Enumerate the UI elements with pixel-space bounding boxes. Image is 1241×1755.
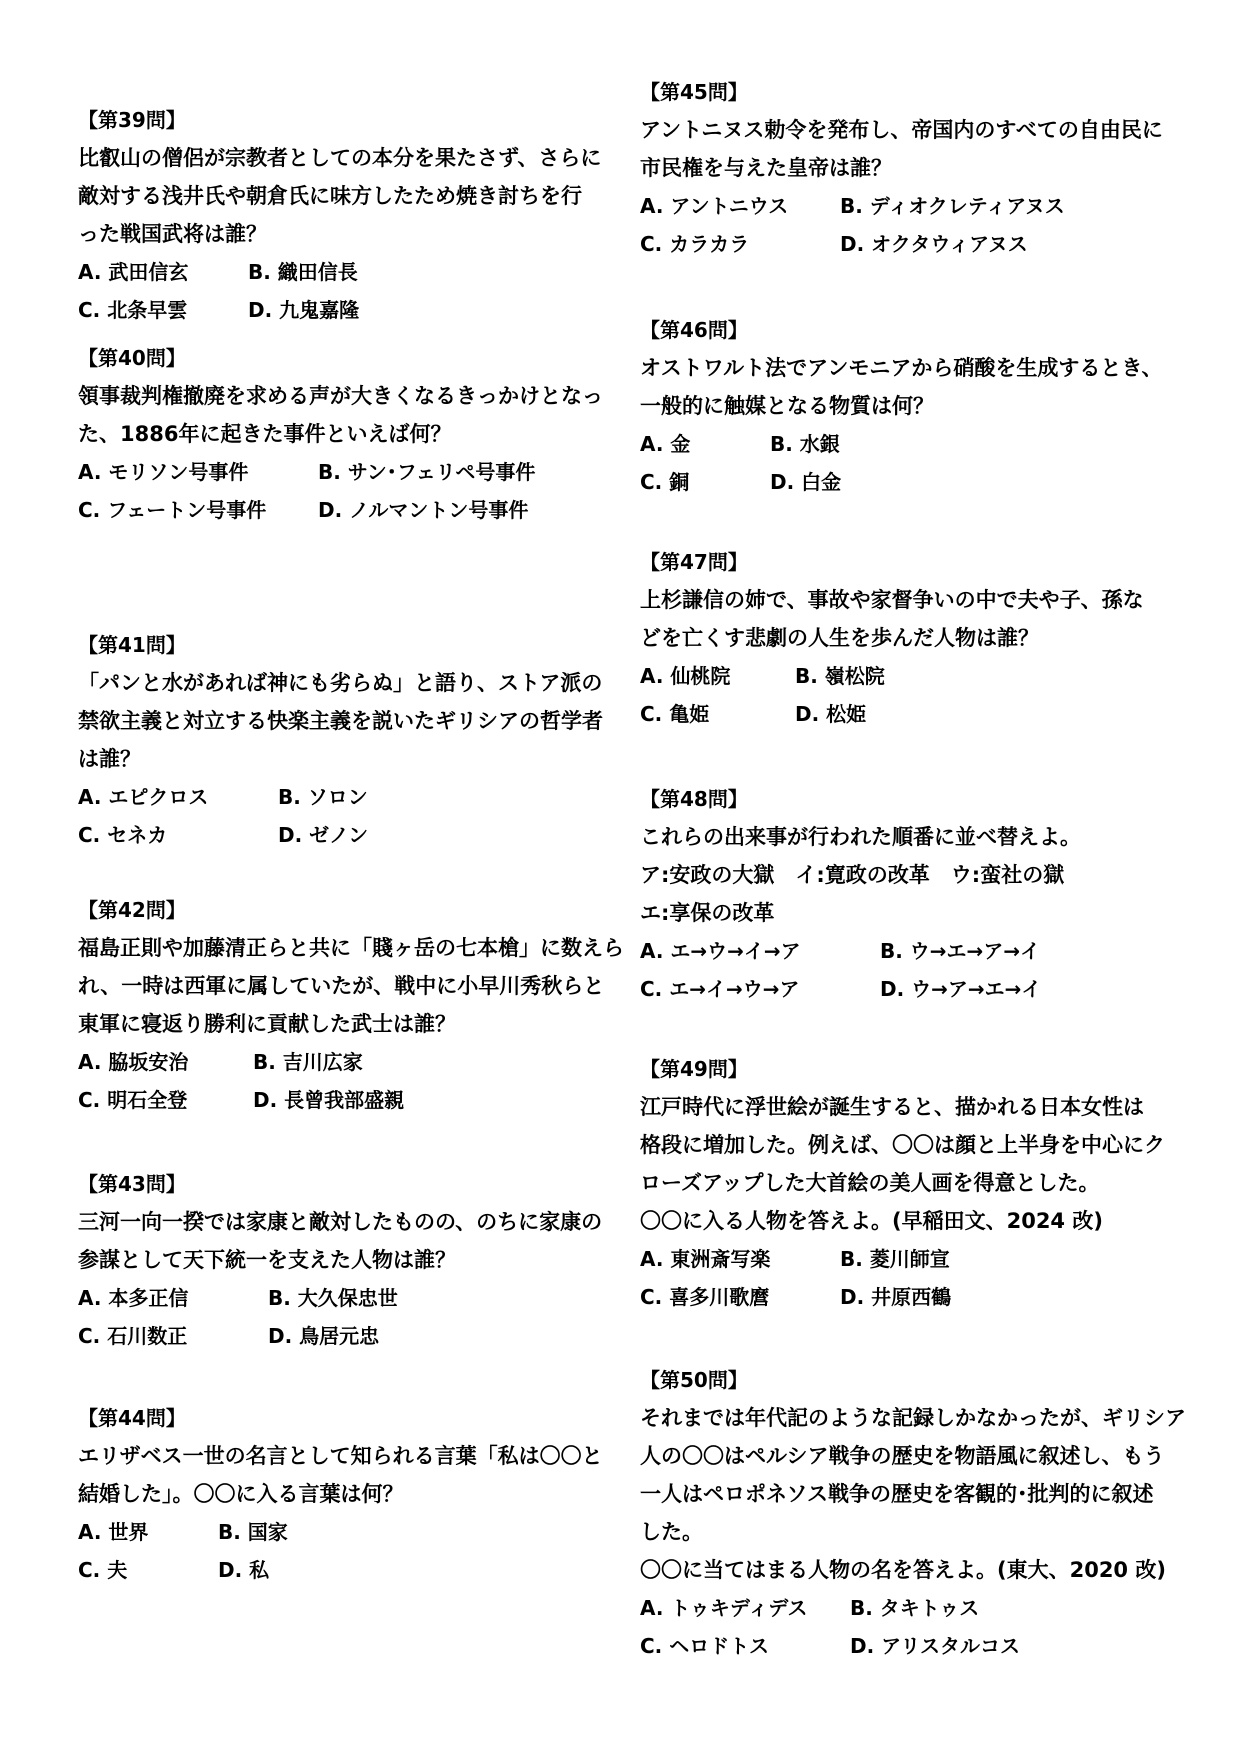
question-text-line: 人の〇〇はペルシア戦争の歴史を物語風に叙述し、もう xyxy=(640,1444,1165,1468)
answer-options xyxy=(640,1240,1180,1316)
question-text-line: 〇〇に入る人物を答えよ。(早稲田文、2024 改) xyxy=(640,1209,1103,1233)
question-text-line: ア:安政の大獄 イ:寛政の改革 ウ:蛮社の獄 xyxy=(640,863,1065,887)
question-text-line: アントニヌス勅令を発布し、帝国内のすべての自由民に xyxy=(640,118,1163,142)
question-text-line: 敵対する浅井氏や朝倉氏に味方したため焼き討ちを行 xyxy=(78,184,582,208)
option-d: D. 私 xyxy=(218,1558,270,1582)
option-c: C. 喜多川歌麿 xyxy=(640,1285,770,1309)
question-47 xyxy=(640,550,1180,733)
option-b: B. 吉川広家 xyxy=(253,1050,363,1074)
answer-options xyxy=(640,425,1180,501)
answer-options xyxy=(78,778,618,854)
question-text-line: ローズアップした大首絵の美人画を得意とした。 xyxy=(640,1171,1100,1195)
option-a: A. トゥキディデス xyxy=(640,1596,808,1620)
question-text-line: これらの出来事が行われた順番に並べ替えよ。 xyxy=(640,825,1081,849)
question-44 xyxy=(78,1406,618,1589)
question-text xyxy=(640,1088,1180,1240)
question-text xyxy=(78,1203,618,1279)
option-d: D. ゼノン xyxy=(278,823,369,847)
option-b: B. 嶺松院 xyxy=(795,664,885,688)
option-d: D. ノルマントン号事件 xyxy=(318,498,529,522)
question-49 xyxy=(640,1057,1180,1316)
option-d: D. オクタウィアヌス xyxy=(840,232,1028,256)
question-text-line: 結婚した」。〇〇に入る言葉は何？ xyxy=(78,1482,404,1506)
option-d: D. 白金 xyxy=(770,470,842,494)
option-a: A. 脇坂安治 xyxy=(78,1050,189,1074)
question-text xyxy=(78,377,618,453)
question-text-line: 東軍に寝返り勝利に貢献した武士は誰？ xyxy=(78,1012,456,1036)
question-number: 【第43問】 xyxy=(78,1172,186,1196)
question-text-line: どを亡くす悲劇の人生を歩んだ人物は誰？ xyxy=(640,626,1039,650)
question-text xyxy=(640,1399,1186,1589)
question-text-line: 領事裁判権撤廃を求める声が大きくなるきっかけとなっ xyxy=(78,384,603,408)
question-text-line: 市民権を与えた皇帝は誰？ xyxy=(640,156,892,180)
option-c: C. 明石全登 xyxy=(78,1088,188,1112)
answer-options xyxy=(640,187,1180,263)
option-a: A. 金 xyxy=(640,432,691,456)
answer-options xyxy=(78,1043,618,1119)
option-a: A. 東洲斎写楽 xyxy=(640,1247,771,1271)
option-a: A. 武田信玄 xyxy=(78,260,189,284)
question-text xyxy=(78,139,618,253)
question-text-line: 「パンと水があれば神にも劣らぬ」と語り、ストア派の xyxy=(78,671,603,695)
question-text-line: 福島正則や加藤清正らと共に「賤ヶ岳の七本槍」に数えら xyxy=(78,936,624,960)
option-b: B. タキトゥス xyxy=(850,1596,980,1620)
question-text-line: は誰？ xyxy=(78,747,141,771)
question-text-line: 三河一向一揆では家康と敵対したものの、のちに家康の xyxy=(78,1210,603,1234)
option-a: A. 本多正信 xyxy=(78,1286,189,1310)
option-c: C. エ→イ→ウ→ア xyxy=(640,977,800,1001)
option-c: C. 夫 xyxy=(78,1558,128,1582)
option-b: B. ウ→エ→ア→イ xyxy=(880,939,1041,963)
option-d: D. 長曾我部盛親 xyxy=(253,1088,405,1112)
option-b: B. サン･フェリペ号事件 xyxy=(318,460,536,484)
question-text-line: それまでは年代記のような記録しかなかったが、ギリシア xyxy=(640,1406,1186,1430)
question-text-line: 参謀として天下統一を支えた人物は誰？ xyxy=(78,1248,456,1272)
question-text xyxy=(78,664,618,778)
option-a: A. モリソン号事件 xyxy=(78,460,249,484)
question-number: 【第42問】 xyxy=(78,898,186,922)
answer-options xyxy=(640,932,1180,1008)
option-c: C. ヘロドトス xyxy=(640,1634,770,1658)
question-text-line: 〇〇に当てはまる人物の名を答えよ。(東大、2020 改) xyxy=(640,1558,1166,1582)
question-text-line: 一人はペロポネソス戦争の歴史を客観的･批判的に叙述 xyxy=(640,1482,1154,1506)
question-text-line: オストワルト法でアンモニアから硝酸を生成するとき、 xyxy=(640,356,1163,380)
option-d: D. 鳥居元忠 xyxy=(268,1324,380,1348)
option-d: D. ウ→ア→エ→イ xyxy=(880,977,1042,1001)
question-text-line: 格段に増加した。例えば、〇〇は顔と上半身を中心にク xyxy=(640,1133,1165,1157)
question-39 xyxy=(78,108,618,329)
question-number: 【第50問】 xyxy=(640,1368,748,1392)
question-text-line: 上杉謙信の姉で、事故や家督争いの中で夫や子、孫な xyxy=(640,588,1144,612)
question-40 xyxy=(78,346,618,529)
answer-options xyxy=(78,1513,618,1589)
answer-options xyxy=(78,1279,618,1355)
question-text-line: 一般的に触媒となる物質は何？ xyxy=(640,394,934,418)
question-42 xyxy=(78,898,624,1119)
option-b: B. 大久保忠世 xyxy=(268,1286,398,1310)
question-number: 【第39問】 xyxy=(78,108,186,132)
question-text-line: 比叡山の僧侶が宗教者としての本分を果たさず、さらに xyxy=(78,146,602,170)
question-48 xyxy=(640,787,1180,1008)
question-text-line: った戦国武将は誰？ xyxy=(78,222,267,246)
question-number: 【第40問】 xyxy=(78,346,186,370)
option-d: D. アリスタルコス xyxy=(850,1634,1020,1658)
option-c: C. カラカラ xyxy=(640,232,750,256)
question-text-line: エリザベス一世の名言として知られる言葉「私は〇〇と xyxy=(78,1444,603,1468)
option-c: C. 亀姫 xyxy=(640,702,710,726)
option-a: A. 仙桃院 xyxy=(640,664,731,688)
question-number: 【第46問】 xyxy=(640,318,748,342)
option-a: A. 世界 xyxy=(78,1520,149,1544)
option-b: B. 織田信長 xyxy=(248,260,358,284)
option-b: B. ディオクレティアヌス xyxy=(840,194,1065,218)
option-d: D. 井原西鶴 xyxy=(840,1285,952,1309)
option-a: A. エ→ウ→イ→ア xyxy=(640,939,801,963)
option-a: A. アントニウス xyxy=(640,194,789,218)
question-46 xyxy=(640,318,1180,501)
question-text xyxy=(640,818,1180,932)
question-number: 【第41問】 xyxy=(78,633,186,657)
question-number: 【第48問】 xyxy=(640,787,748,811)
option-b: B. 菱川師宣 xyxy=(840,1247,950,1271)
option-b: B. ソロン xyxy=(278,785,368,809)
question-43 xyxy=(78,1172,618,1355)
question-text xyxy=(640,111,1180,187)
answer-options xyxy=(78,253,618,329)
option-c: C. セネカ xyxy=(78,823,168,847)
question-text-line: 禁欲主義と対立する快楽主義を説いたギリシアの哲学者 xyxy=(78,709,603,733)
option-c: C. 石川数正 xyxy=(78,1324,188,1348)
option-b: B. 水銀 xyxy=(770,432,840,456)
answer-options xyxy=(640,657,1180,733)
option-d: D. 松姫 xyxy=(795,702,867,726)
question-number: 【第45問】 xyxy=(640,80,748,104)
question-text xyxy=(78,1437,618,1513)
question-text xyxy=(78,929,624,1043)
question-text-line: た、1886年に起きた事件といえば何？ xyxy=(78,422,452,446)
question-text-line: れ、一時は西軍に属していたが、戦中に小早川秀秋らと xyxy=(78,974,605,998)
question-number: 【第47問】 xyxy=(640,550,748,574)
option-c: C. 銅 xyxy=(640,470,690,494)
question-text-line: 江戸時代に浮世絵が誕生すると、描かれる日本女性は xyxy=(640,1095,1144,1119)
option-a: A. エピクロス xyxy=(78,785,209,809)
question-41 xyxy=(78,633,618,854)
question-number: 【第49問】 xyxy=(640,1057,748,1081)
question-number: 【第44問】 xyxy=(78,1406,186,1430)
question-text-line: した。 xyxy=(640,1520,703,1544)
question-50 xyxy=(640,1368,1186,1665)
option-d: D. 九鬼嘉隆 xyxy=(248,298,360,322)
question-text xyxy=(640,581,1180,657)
answer-options xyxy=(640,1589,1180,1665)
option-b: B. 国家 xyxy=(218,1520,288,1544)
question-text xyxy=(640,349,1180,425)
option-c: C. 北条早雲 xyxy=(78,298,188,322)
question-text-line: エ:享保の改革 xyxy=(640,901,775,925)
question-45 xyxy=(640,80,1180,263)
option-c: C. フェートン号事件 xyxy=(78,498,267,522)
answer-options xyxy=(78,453,618,529)
